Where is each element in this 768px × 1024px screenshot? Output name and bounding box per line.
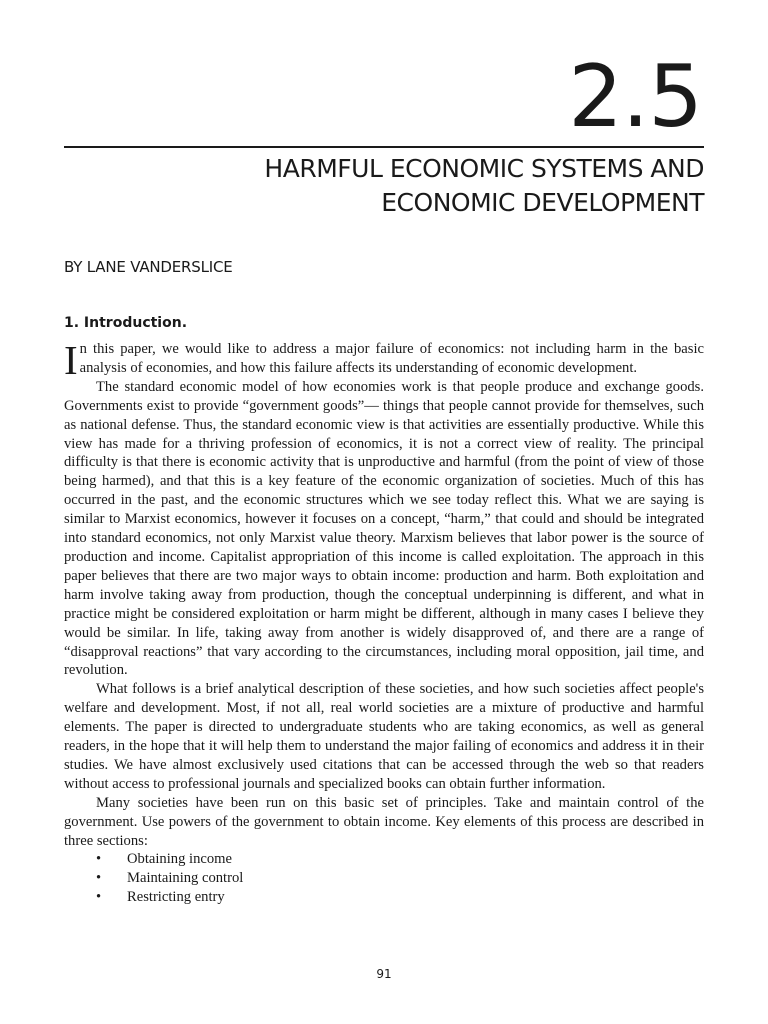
list-item [64, 888, 704, 907]
page-number: 91 [376, 967, 392, 981]
chapter-number: 2.5 [568, 47, 702, 147]
paragraph-1-text: n this paper, we would like to address a major failure of economics: not including harm in the basic analysis of economies, and how this failure affects its understanding of economic development. [79, 341, 704, 376]
paragraph-1 [64, 337, 704, 383]
paragraph-3: What follows is a brief analytical description of these societies, and how such societies affect people's welfare and development. Most, if not all, real world societies are a mixture of productive and harmful elements. The paper is directed to undergraduate students who are taking economics, as well as general readers, in the hope that it will help them to understand the major failing of economics and address it in their studies. We have almost exclusively used citations that can be accessed through the web so that readers without access to professional journals and specialized books can obtain further information. [64, 681, 704, 792]
paragraph-4: Many societies have been run on this basic set of principles. Take and maintain control of the government. Use powers of the government to obtain income. Key elements of this process are described in three sections: [64, 794, 704, 849]
bullet-icon: • [96, 889, 102, 906]
bullet-icon: • [96, 870, 102, 887]
author-byline: BY LANE VANDERSLICE [64, 258, 233, 276]
chapter-title-line-2: ECONOMIC DEVELOPMENT [381, 188, 704, 217]
bullet-icon: • [96, 851, 102, 868]
bullet-list [64, 850, 704, 907]
list-item [64, 850, 704, 869]
chapter-title [144, 152, 704, 220]
section-heading: 1. Introduction. [64, 315, 188, 331]
body-text [64, 337, 704, 907]
chapter-title-line-1: HARMFUL ECONOMIC SYSTEMS AND [264, 154, 704, 183]
paragraph-2: The standard economic model of how economies work is that people produce and exchange goods. Governments exist to provide “government goods”— things that people cannot provide for themselves, such as national defense. Thus, the standard economic view is that activities are essentially productive. While this view has made for a thriving profession of economics, it is not a correct view of reality. The principal difficulty is that there is economic activity that is unproductive and harmful (from the point of view of those being harmed), and that this is a key feature of the economic organization of societies. Much of this has occurred in the past, and the economic structures which we see today reflect this. What we are saying is similar to Marxist economics, however it focuses on a concept, “harm,” that could and should be integrated into standard economics, not only Marxist value theory. Marxism believes that labor power is the source of production and income. Capitalist appropriation of this income is called exploitation. The approach in this paper believes that there are two major ways to obtain income: production and harm. Both exploitation and harm involve taking away from production, though the conceptual underpinning is different, and what in practice might be considered exploitation or harm might be different, although in many cases I believe they would be similar. In life, taking away from another is widely disapproved of, and there are a range of “disapproval reactions” that vary according to the circumstances, including moral opposition, jail time, and revolution. [64, 378, 704, 679]
list-item-text: Maintaining control [127, 870, 244, 887]
list-item-text: Obtaining income [127, 851, 232, 868]
list-item-text: Restricting entry [127, 889, 225, 906]
title-rule [64, 146, 704, 148]
drop-cap: I [64, 337, 78, 383]
list-item [64, 869, 704, 888]
